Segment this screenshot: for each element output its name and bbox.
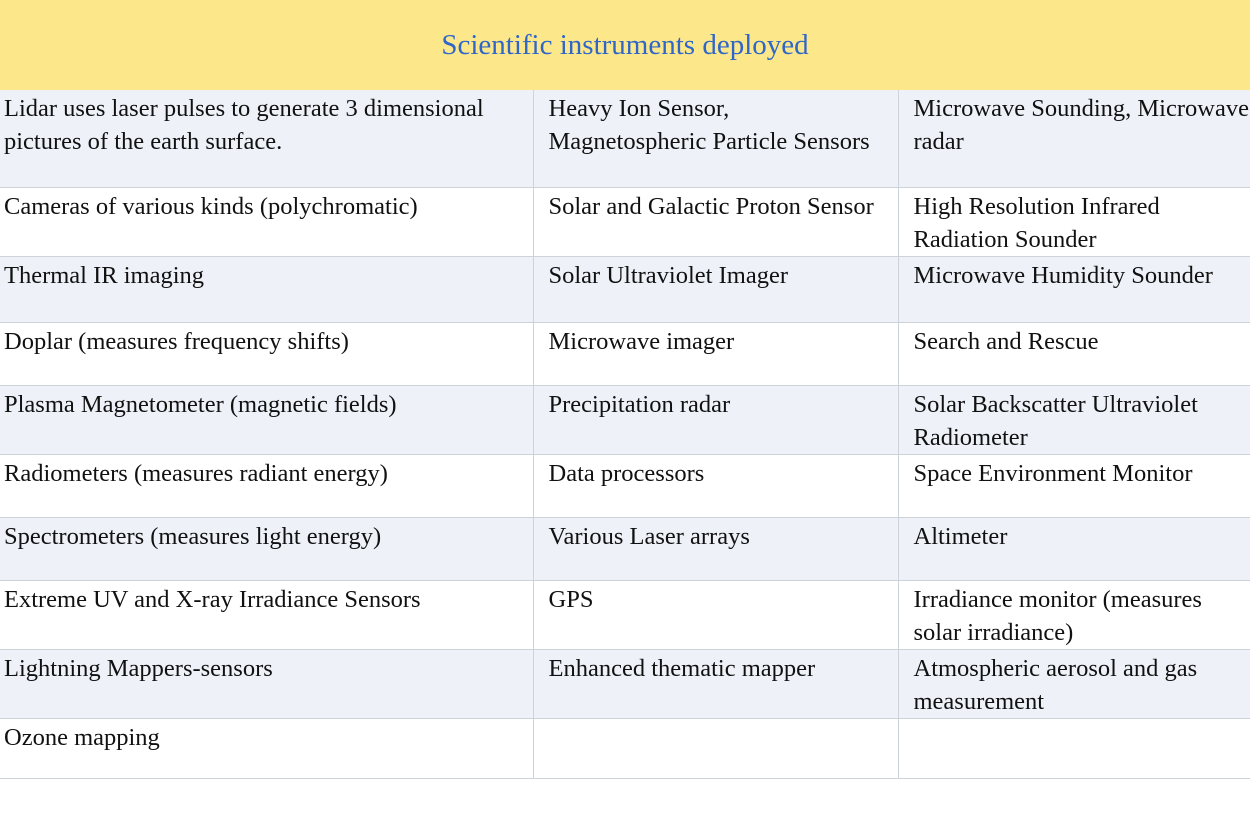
instruments-table-container bbox=[0, 90, 1250, 779]
table-cell: Doplar (measures frequency shifts) bbox=[0, 322, 533, 385]
table-cell: Lidar uses laser pulses to generate 3 dimensional pictures of the earth surface. bbox=[0, 90, 533, 187]
table-cell: Solar Ultraviolet Imager bbox=[533, 256, 898, 322]
table-cell: Lightning Mappers-sensors bbox=[0, 649, 533, 718]
table-title: Scientific instruments deployed bbox=[441, 28, 809, 61]
instruments-table bbox=[0, 90, 1250, 779]
table-cell: Ozone mapping bbox=[0, 718, 533, 778]
table-cell: Altimeter bbox=[898, 517, 1250, 580]
table-cell: Radiometers (measures radiant energy) bbox=[0, 454, 533, 517]
table-cell bbox=[533, 718, 898, 778]
table-cell: Extreme UV and X-ray Irradiance Sensors bbox=[0, 580, 533, 649]
table-row bbox=[0, 187, 1250, 256]
table-cell: Cameras of various kinds (polychromatic) bbox=[0, 187, 533, 256]
table-row bbox=[0, 649, 1250, 718]
table-header-banner bbox=[0, 0, 1250, 91]
table-cell: Microwave imager bbox=[533, 322, 898, 385]
table-row bbox=[0, 454, 1250, 517]
table-row bbox=[0, 322, 1250, 385]
table-cell: Thermal IR imaging bbox=[0, 256, 533, 322]
table-cell: GPS bbox=[533, 580, 898, 649]
table-cell: Solar Backscatter Ultraviolet Radiometer bbox=[898, 385, 1250, 454]
table-row bbox=[0, 256, 1250, 322]
table-cell: Precipitation radar bbox=[533, 385, 898, 454]
table-row bbox=[0, 385, 1250, 454]
table-cell: Plasma Magnetometer (magnetic fields) bbox=[0, 385, 533, 454]
table-cell: Enhanced thematic mapper bbox=[533, 649, 898, 718]
table-cell: Data processors bbox=[533, 454, 898, 517]
table-cell: Heavy Ion Sensor, Magnetospheric Particle Sensors bbox=[533, 90, 898, 187]
table-row bbox=[0, 517, 1250, 580]
table-cell: Search and Rescue bbox=[898, 322, 1250, 385]
table-cell: Atmospheric aerosol and gas measurement bbox=[898, 649, 1250, 718]
table-cell: Space Environment Monitor bbox=[898, 454, 1250, 517]
table-cell: Microwave Humidity Sounder bbox=[898, 256, 1250, 322]
table-row bbox=[0, 580, 1250, 649]
table-row bbox=[0, 90, 1250, 187]
table-cell: Various Laser arrays bbox=[533, 517, 898, 580]
table-row bbox=[0, 718, 1250, 778]
table-cell: Microwave Sounding, Microwave radar bbox=[898, 90, 1250, 187]
table-cell: Irradiance monitor (measures solar irradiance) bbox=[898, 580, 1250, 649]
table-cell: Spectrometers (measures light energy) bbox=[0, 517, 533, 580]
table-cell: High Resolution Infrared Radiation Sounder bbox=[898, 187, 1250, 256]
table-cell: Solar and Galactic Proton Sensor bbox=[533, 187, 898, 256]
table-cell bbox=[898, 718, 1250, 778]
